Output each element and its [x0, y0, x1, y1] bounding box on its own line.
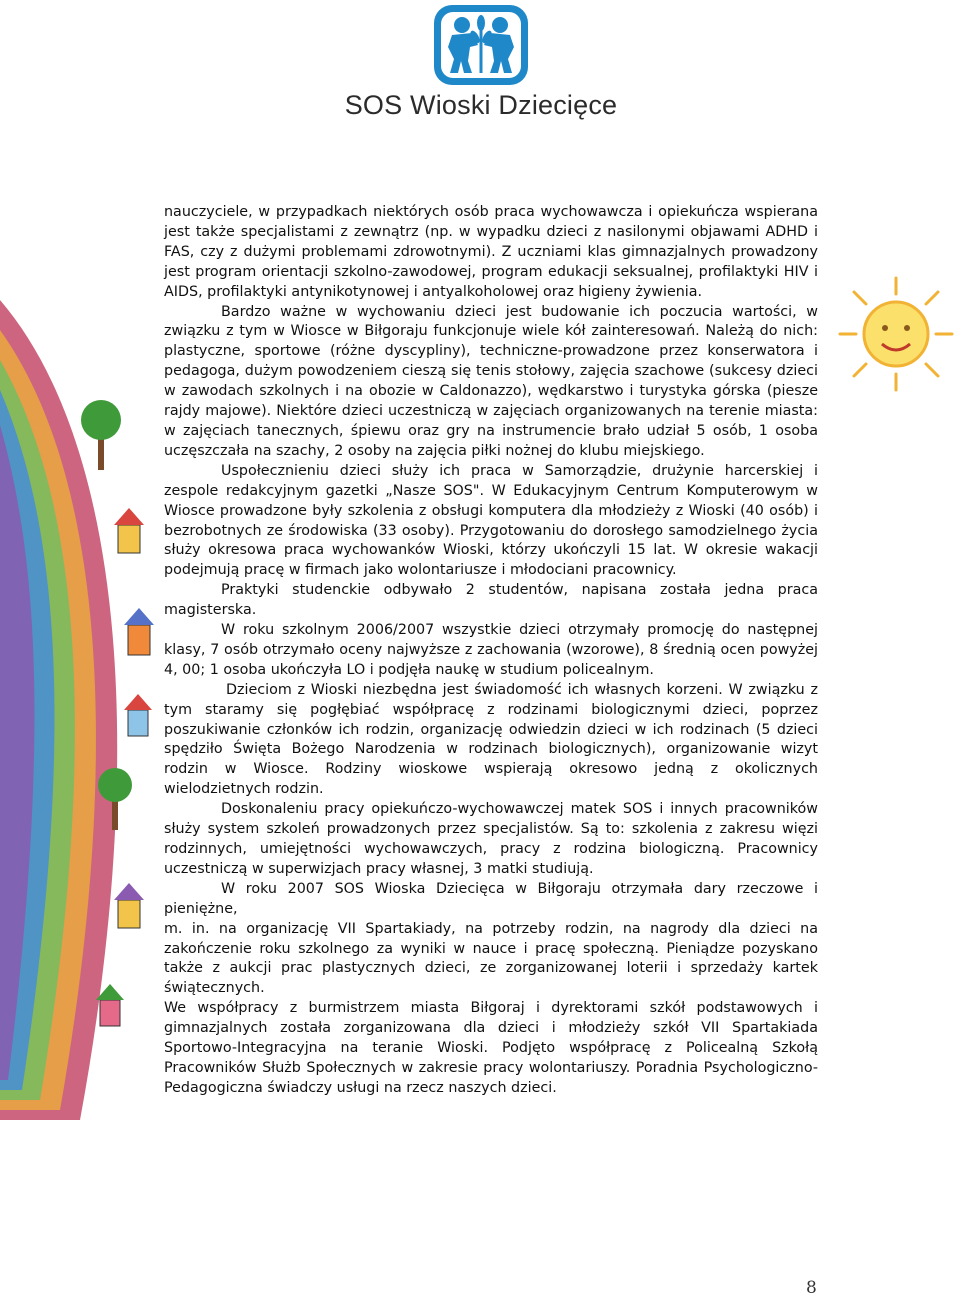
paragraph: nauczyciele, w przypadkach niektórych osób praca wychowawcza i opiekuńcza wspierana jest także specjalistami z zewnątrz (np. w wypadku dzieci z nasilonymi objawami ADHD i FAS, czy z dużymi problemami zdrowotnymi). Z uczniami klas gimnazjalnych prowadzony jest program orientacji szkolno-zawodowej, program edukacji seksualnej, profilaktyki HIV i AIDS, profilaktyki antynikotynowej i antyalkoholowej oraz higieny żywienia. [164, 204, 818, 300]
paragraph: Doskonaleniu pracy opiekuńczo-wychowawczej matek SOS i innych pracowników służy system szkoleń prowadzonych przez specjalistów. Są to: szkolenia z zakresu więzi rodzinnych, umiejętności wychowawczych, pracy z rodzina biologiczną. Pracownicy uczestniczą w superwizjach pracy własnej, 3 matki studiują. [164, 801, 818, 877]
organization-name: SOS Wioski Dziecięce [344, 90, 618, 120]
paragraph: m. in. na organizację VII Spartakiady, na potrzeby rodzin, na nagrody dla dzieci na zakończenie roku szkolnego za wyniki w nauce i pracę społeczną. Pieniądze pozyskano także z aukcji prac plastycznych dzieci, ze zorganizowanej loterii i sprzedaży kartek świątecznych. [164, 920, 818, 997]
document-body [164, 203, 818, 1099]
paragraph: Uspołecznieniu dzieci służy ich praca w Samorządzie, drużynie harcerskiej i zespole redakcyjnym gazetki „Nasze SOS". W Edukacyjnym Centrum Komputerowym w Wiosce prowadzone były szkolenia z obsługi komputera dla młodzieży z Wioski (40 osób) i bezrobotnych ze środowiska (33 osoby). Przygotowaniu do dorosłego samodzielnego życia służy okresowa praca wychowanków Wioski, którzy ukończyli 15 lat. W okresie wakacji podejmują pracę w firmach jako wolontariusze i młodociani pracownicy. [164, 462, 818, 579]
house-icon [114, 883, 144, 928]
paragraph: W roku szkolnym 2006/2007 wszystkie dzieci otrzymały promocję do następnej klasy, 7 osób otrzymało oceny najwyższe z zachowania (wzorowe), 8 średnią ocen powyżej 4, 00; 1 osoba ukończyła LO i podjęła naukę w studium policealnym. [164, 622, 818, 678]
tree-icon [81, 400, 121, 470]
sun-drawing-icon [836, 274, 956, 394]
rainbow-houses-drawing [0, 240, 175, 1140]
house-icon [124, 608, 154, 655]
paragraph: Praktyki studenckie odbywało 2 studentów, napisana została jedna praca magisterska. [164, 582, 818, 619]
house-icon [124, 694, 152, 736]
house-icon [114, 508, 144, 553]
paragraph: Dzieciom z Wioski niezbędna jest świadomość ich własnych korzeni. W związku z tym staramy się pogłębiać współpracę z rodzinami biologicznymi dzieci, poprzez poszukiwanie członków ich rodzin, organizację odwiedzin dzieci w ich rodzinach (5 dzieci spędziło Święta Bożego Narodzenia w rodzinach biologicznych), organizowanie wizyt rodzin w Wiosce. Rodziny wioskowe wspierają okresowo jedną z okolicznych wielodzietnych rodzin. [164, 681, 818, 798]
paragraph: W roku 2007 SOS Wioska Dziecięca w Biłgoraju otrzymała dary rzeczowe i pieniężne, [164, 880, 818, 917]
page-number: 8 [806, 1278, 817, 1298]
paragraph: Bardzo ważne w wychowaniu dzieci jest budowanie ich poczucia wartości, w związku z tym w Wiosce w Biłgoraju funkcjonuje wiele kół zainteresowań. Należą do nich: plastyczne, sportowe (różne dyscypliny), techniczne-prowadzone przez konserwatora i pedagoga, dużym powodzeniem cieszą się tenis stołowy, zajęcia szachowe (sukcesy dzieci w zawodach szkolnych i na obozie w Caldonazzo), wędkarstwo i turystyka górska (piesze rajdy majowe). Niektóre dzieci uczestniczą w zajęciach organizowanych na terenie miasta: w zajęciach tanecznych, śpiewu oraz gry na instrumencie brało udział 5 osób, 1 osoba uczęszczała na szachy, 2 osoby na zajęcia piłki nożnej do klubu miejskiego. [164, 303, 818, 459]
sos-logo-icon [432, 3, 530, 87]
paragraph: We współpracy z burmistrzem miasta Biłgoraj i dyrektorami szkół podstawowych i gimnazjalnych została zorganizowana dla dzieci i młodzieży szkół VII Spartakiada Sportowo-Integracyjna na teranie Wioski. Podjęto współpracę z Policealną Szkołą Pracowników Służb Społecznych w zakresie pracy wolontariuszy. Poradnia Psychologiczno-Pedagogiczna świadczy usługi na rzecz naszych dzieci. [164, 1000, 818, 1096]
